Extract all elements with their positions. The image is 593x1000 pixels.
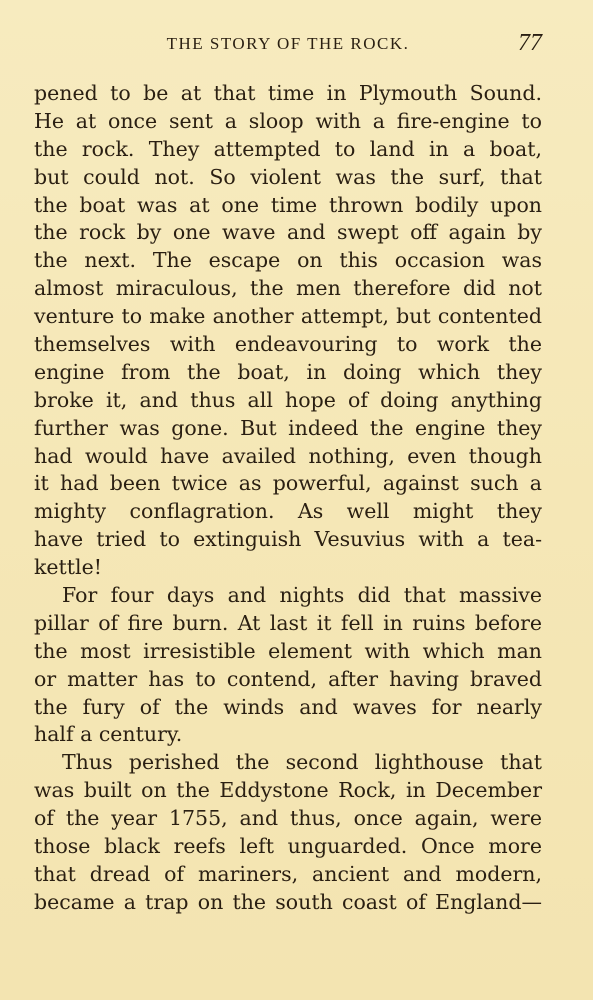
text-line: but could not. So violent was the surf, that xyxy=(34,164,542,189)
text-line: the boat was at one time thrown bodily upon xyxy=(34,192,542,217)
text-line: half a century. xyxy=(34,722,183,747)
body-text xyxy=(34,80,542,917)
text-line: He at once sent a sloop with a fire-engine to xyxy=(34,108,542,133)
text-line: Thus perished the second lighthouse that xyxy=(62,750,542,775)
paragraph xyxy=(34,749,542,916)
text-line: pillar of fire burn. At last it fell in ruins before xyxy=(34,610,542,635)
running-title: THE STORY OF THE ROCK. xyxy=(166,34,410,53)
text-line: For four days and nights did that massive xyxy=(62,583,542,608)
text-line: kettle! xyxy=(34,555,102,580)
text-line: broke it, and thus all hope of doing anything xyxy=(34,387,542,412)
text-line: pened to be at that time in Plymouth Sound. xyxy=(34,81,542,105)
text-line: of the year 1755, and thus, once again, were xyxy=(34,806,542,831)
text-line: that dread of mariners, ancient and modern, xyxy=(34,861,542,886)
text-line: the rock. They attempted to land in a boat, xyxy=(34,136,542,161)
text-line: the most irresistible element with which man xyxy=(34,638,542,663)
text-line: mighty conflagration. As well might they xyxy=(34,499,542,524)
text-line: almost miraculous, the men therefore did not xyxy=(34,276,542,301)
text-line: have tried to extinguish Vesuvius with a tea- xyxy=(34,527,542,552)
paragraph xyxy=(34,80,542,582)
text-line: became a trap on the south coast of England— xyxy=(34,889,542,914)
text-line: was built on the Eddystone Rock, in December xyxy=(34,778,542,803)
text-line: had would have availed nothing, even though xyxy=(34,443,542,468)
paragraph xyxy=(34,582,542,749)
text-line: or matter has to contend, after having braved xyxy=(34,666,542,691)
text-line: those black reefs left unguarded. Once more xyxy=(34,834,542,859)
text-line: the rock by one wave and swept off again by xyxy=(34,220,542,245)
text-line: the fury of the winds and waves for nearly xyxy=(34,694,542,719)
text-line: venture to make another attempt, but contented xyxy=(34,304,542,329)
text-line: themselves with endeavouring to work the xyxy=(34,332,542,357)
page-number: 77 xyxy=(518,30,542,56)
text-line: it had been twice as powerful, against such a xyxy=(34,471,542,496)
text-line: further was gone. But indeed the engine they xyxy=(34,415,542,440)
text-line: the next. The escape on this occasion was xyxy=(34,248,542,273)
text-line: engine from the boat, in doing which they xyxy=(34,359,542,384)
running-header xyxy=(34,32,542,58)
